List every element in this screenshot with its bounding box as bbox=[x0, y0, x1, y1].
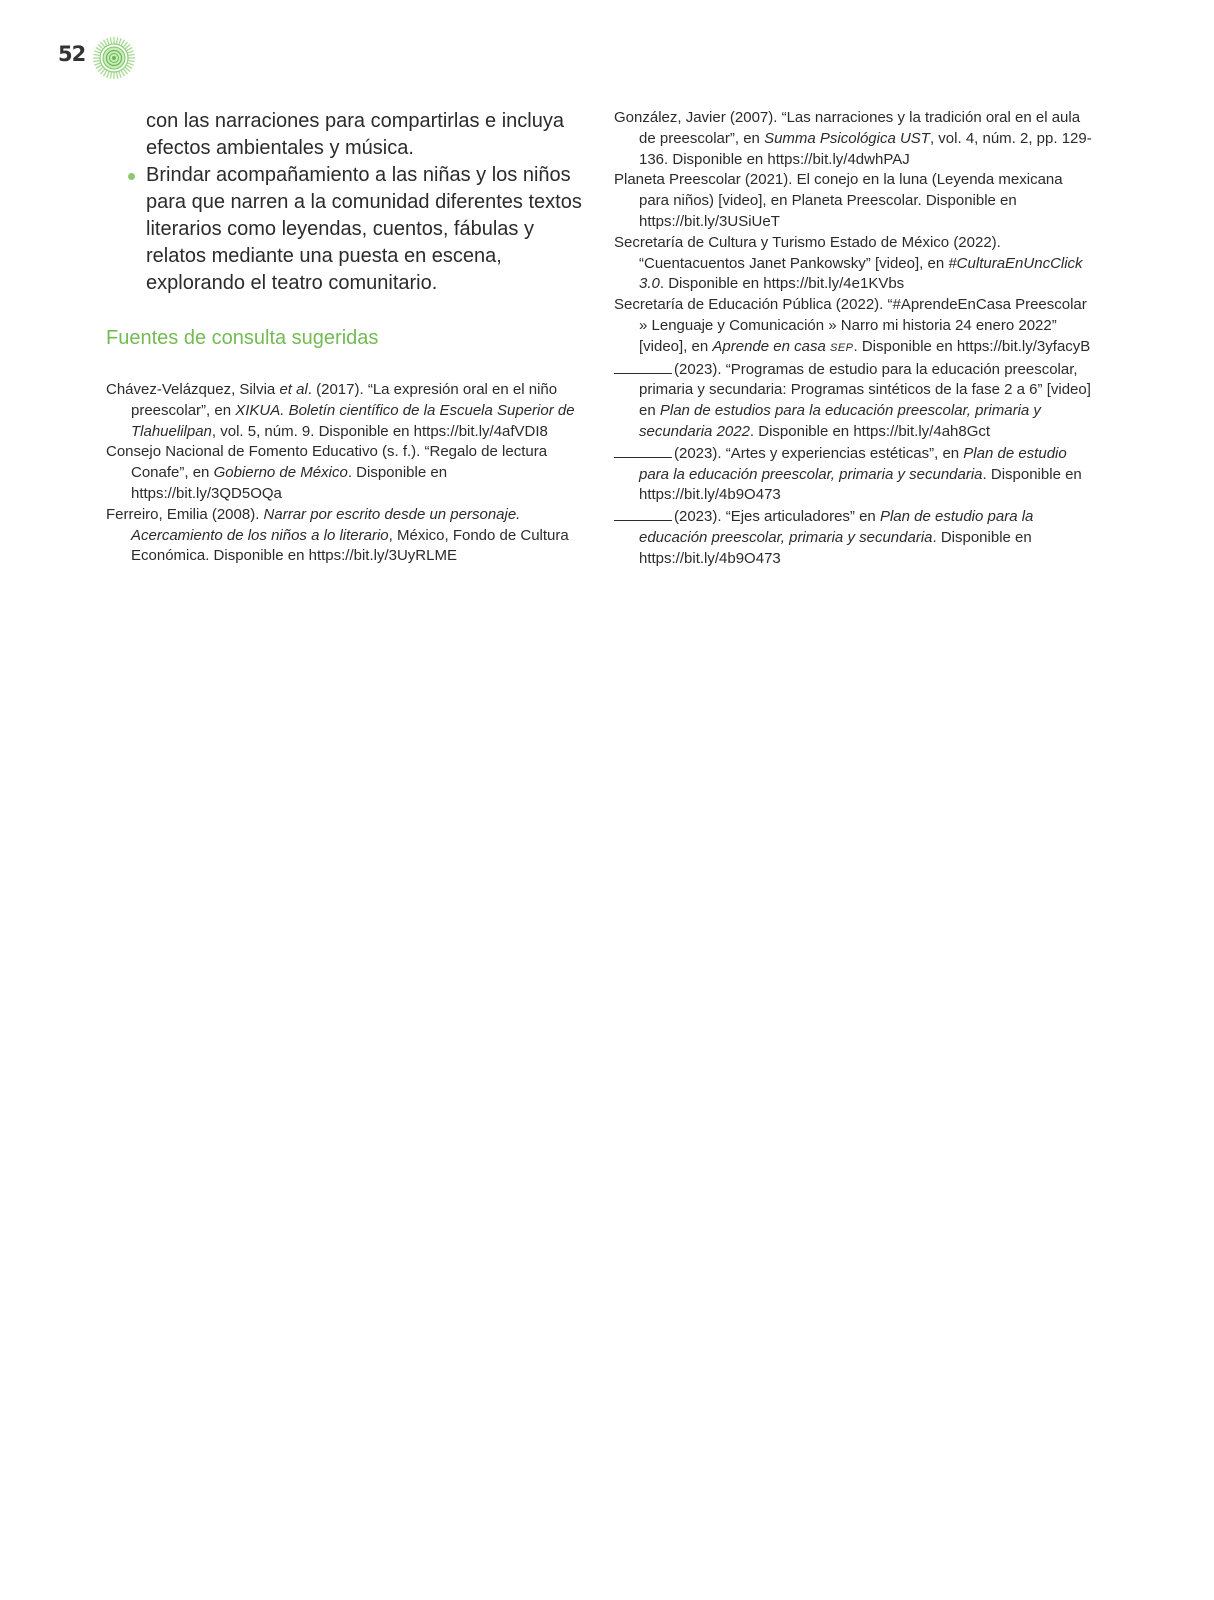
reference-item: Ferreiro, Emilia (2008). Narrar por escrito desde un personaje. Acercamiento de los niños a lo literario, México, Fondo de Cultura Económica. Disponible en https://bit.ly/3UyRLME bbox=[106, 505, 569, 565]
reference-item: Secretaría de Cultura y Turismo Estado de México (2022). “Cuentacuentos Janet Pankowsky” [video], en #CulturaEnUncClick 3.0. Disponible en https://bit.ly/4e1KVbs bbox=[614, 233, 1083, 293]
reference-list-left bbox=[106, 380, 586, 567]
reference-item: González, Javier (2007). “Las narraciones y la tradición oral en el aula de preescolar”, en Summa Psicológica UST, vol. 4, núm. 2, pp. 129-136. Disponible en https://bit.ly/4dwhPAJ bbox=[614, 109, 1092, 168]
reference-item: Chávez-Velázquez, Silvia et al. (2017). “La expresión oral en el niño preescolar”, en XIKUA. Boletín científico de la Escuela Superior de Tlahuelilpan, vol. 5, núm. 9. Disponible en https://bit.ly/4afVDI8 bbox=[106, 381, 575, 440]
repeated-author-dash bbox=[614, 506, 672, 521]
reference-item: (2023). “Artes y experiencias estéticas”, en Plan de estudio para la educación preescolar, primaria y secundaria. Disponible en https://bit.ly/4b9O473 bbox=[614, 443, 1094, 506]
bullet-item bbox=[106, 162, 586, 297]
right-column bbox=[614, 108, 1094, 570]
green-circular-emblem-icon bbox=[92, 36, 136, 80]
section-heading: Fuentes de consulta sugeridas bbox=[106, 327, 379, 349]
page-number: 52 bbox=[58, 42, 86, 66]
reference-list-right bbox=[614, 108, 1094, 570]
bullet-text: Brindar acompañamiento a las niñas y los niños para que narren a la comunidad diferentes textos literarios como leyendas, cuentos, fábulas y relatos mediante una puesta en escena, explorando el teatro comunitario. bbox=[146, 164, 582, 294]
reference-item: Consejo Nacional de Fomento Educativo (s. f.). “Regalo de lectura Conafe”, en Gobierno de México. Disponible en https://bit.ly/3QD5OQa bbox=[106, 443, 548, 502]
continued-paragraph: con las narraciones para compartirlas e incluya efectos ambientales y música. bbox=[146, 110, 564, 159]
reference-item: Secretaría de Educación Pública (2022). “#AprendeEnCasa Preescolar » Lenguaje y Comunicación » Narro mi historia 24 enero 2022” [video], en Aprende en casa SEP. Disponible en https://bit.ly/3yfacyB bbox=[614, 296, 1091, 355]
reference-item: (2023). “Ejes articuladores” en Plan de estudio para la educación preescolar, primaria y secundaria. Disponible en https://bit.ly/4b9O473 bbox=[614, 506, 1094, 569]
bullet-dot-icon bbox=[128, 173, 135, 180]
reference-item: (2023). “Programas de estudio para la educación preescolar, primaria y secundaria: Programas sintéticos de la fase 2 a 6” [video] en Plan de estudios para la educación preescolar, primaria y secundaria 2022. Disponible en https://bit.ly/4ah8Gct bbox=[614, 359, 1094, 443]
reference-item: Planeta Preescolar (2021). El conejo en la luna (Leyenda mexicana para niños) [video], en Planeta Preescolar. Disponible en https://bit.ly/3USiUeT bbox=[614, 171, 1063, 230]
repeated-author-dash bbox=[614, 443, 672, 458]
left-column bbox=[106, 108, 586, 567]
repeated-author-dash bbox=[614, 359, 672, 374]
